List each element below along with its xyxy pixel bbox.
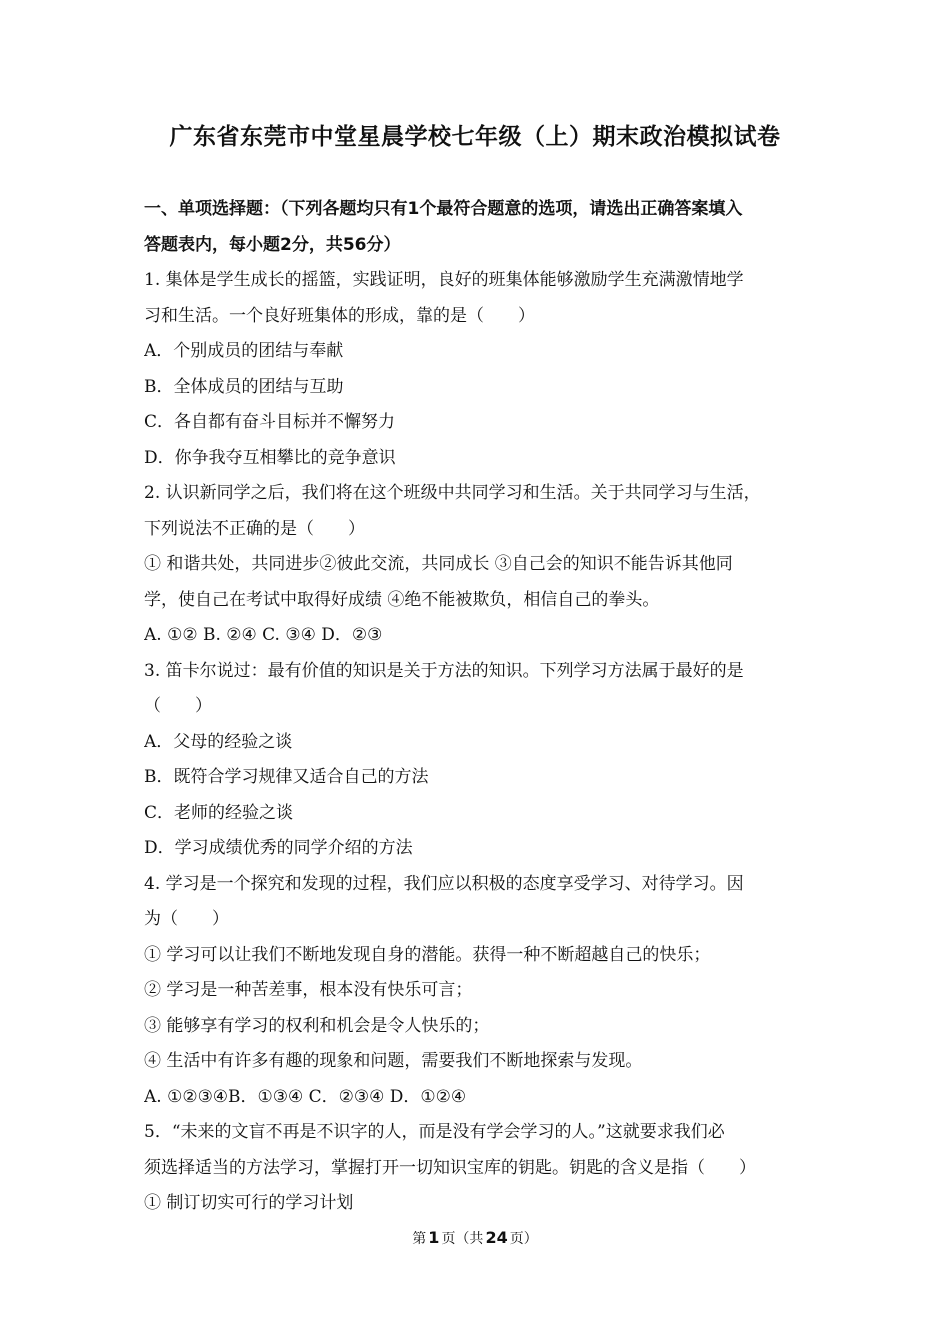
option-c: C．各自都有奋斗目标并不懈努力	[144, 412, 396, 432]
question-stem-line: 5．“未来的文盲不再是不识字的人，而是没有学会学习的人。”这就要求我们必	[144, 1122, 725, 1142]
question-stem-line: 习和生活。一个良好班集体的形成，靠的是（ ）	[144, 305, 535, 326]
section-heading-line-1: 一、单项选择题：（下列各题均只有1个最符合题意的选项，请选出正确答案填入	[144, 199, 743, 219]
footer-middle: 页（共	[441, 1231, 484, 1247]
option-d: D．学习成绩优秀的同学介绍的方法	[144, 838, 413, 858]
question-stem-line: 须选择适当的方法学习，掌握打开一切知识宝库的钥匙。钥匙的含义是指（ ）	[144, 1157, 756, 1178]
footer-total-pages: 24	[485, 1228, 508, 1247]
page-footer	[0, 1228, 950, 1248]
option-b: B．既符合学习规律又适合自己的方法	[144, 767, 429, 787]
option-a: A．父母的经验之谈	[144, 731, 293, 752]
question-3	[144, 654, 816, 867]
option-c: C．老师的经验之谈	[144, 802, 294, 823]
statement-line: ① 学习可以让我们不断地发现自身的潜能。获得一种不断超越自己的快乐；	[144, 944, 711, 965]
exam-content	[144, 192, 816, 1222]
question-4	[144, 867, 816, 1116]
exam-title: 广东省东莞市中堂星晨学校七年级（上）期末政治模拟试卷	[169, 124, 781, 150]
statement-line: 学，使自己在考试中取得好成绩 ④绝不能被欺负，相信自己的拳头。	[144, 589, 660, 610]
question-5	[144, 1115, 816, 1222]
footer-page-number: 1	[428, 1228, 440, 1247]
question-stem-line: 1. 集体是学生成长的摇篮，实践证明，良好的班集体能够激励学生充满激情地学	[144, 270, 744, 290]
question-1	[144, 263, 816, 476]
option-b: B．全体成员的团结与互助	[144, 376, 344, 397]
statement-line: ② 学习是一种苦差事，根本没有快乐可言；	[144, 980, 473, 1000]
options-inline: A. ①②③④B．①③④ C．②③④ D．①②④	[144, 1086, 467, 1107]
options-inline: A. ①② B. ②④ C. ③④ D．②③	[144, 625, 383, 645]
question-2	[144, 476, 816, 654]
question-stem-line: 为（ ）	[144, 909, 229, 929]
footer-suffix: 页）	[509, 1231, 538, 1247]
question-stem-line: （ ）	[144, 696, 212, 716]
statement-line: ① 制订切实可行的学习计划	[144, 1193, 354, 1213]
question-stem-line: 3. 笛卡尔说过：最有价值的知识是关于方法的知识。下列学习方法属于最好的是	[144, 660, 744, 681]
question-stem-line: 2. 认识新同学之后，我们将在这个班级中共同学习和生活。关于共同学习与生活，	[144, 483, 761, 503]
question-stem-line: 4. 学习是一个探究和发现的过程，我们应以积极的态度享受学习、对待学习。因	[144, 873, 744, 894]
statement-line: ④ 生活中有许多有趣的现象和问题，需要我们不断地探索与发现。	[144, 1051, 643, 1071]
option-a: A．个别成员的团结与奉献	[144, 341, 344, 361]
statement-line: ③ 能够享有学习的权利和机会是令人快乐的；	[144, 1015, 490, 1036]
statement-line: ① 和谐共处，共同进步②彼此交流，共同成长 ③自己会的知识不能告诉其他同	[144, 554, 733, 574]
footer-prefix: 第	[412, 1231, 427, 1247]
section-heading-line-2: 答题表内，每小题2分，共56分）	[144, 234, 401, 255]
option-d: D．你争我夺互相攀比的竞争意识	[144, 447, 396, 468]
question-stem-line: 下列说法不正确的是（ ）	[144, 518, 365, 539]
